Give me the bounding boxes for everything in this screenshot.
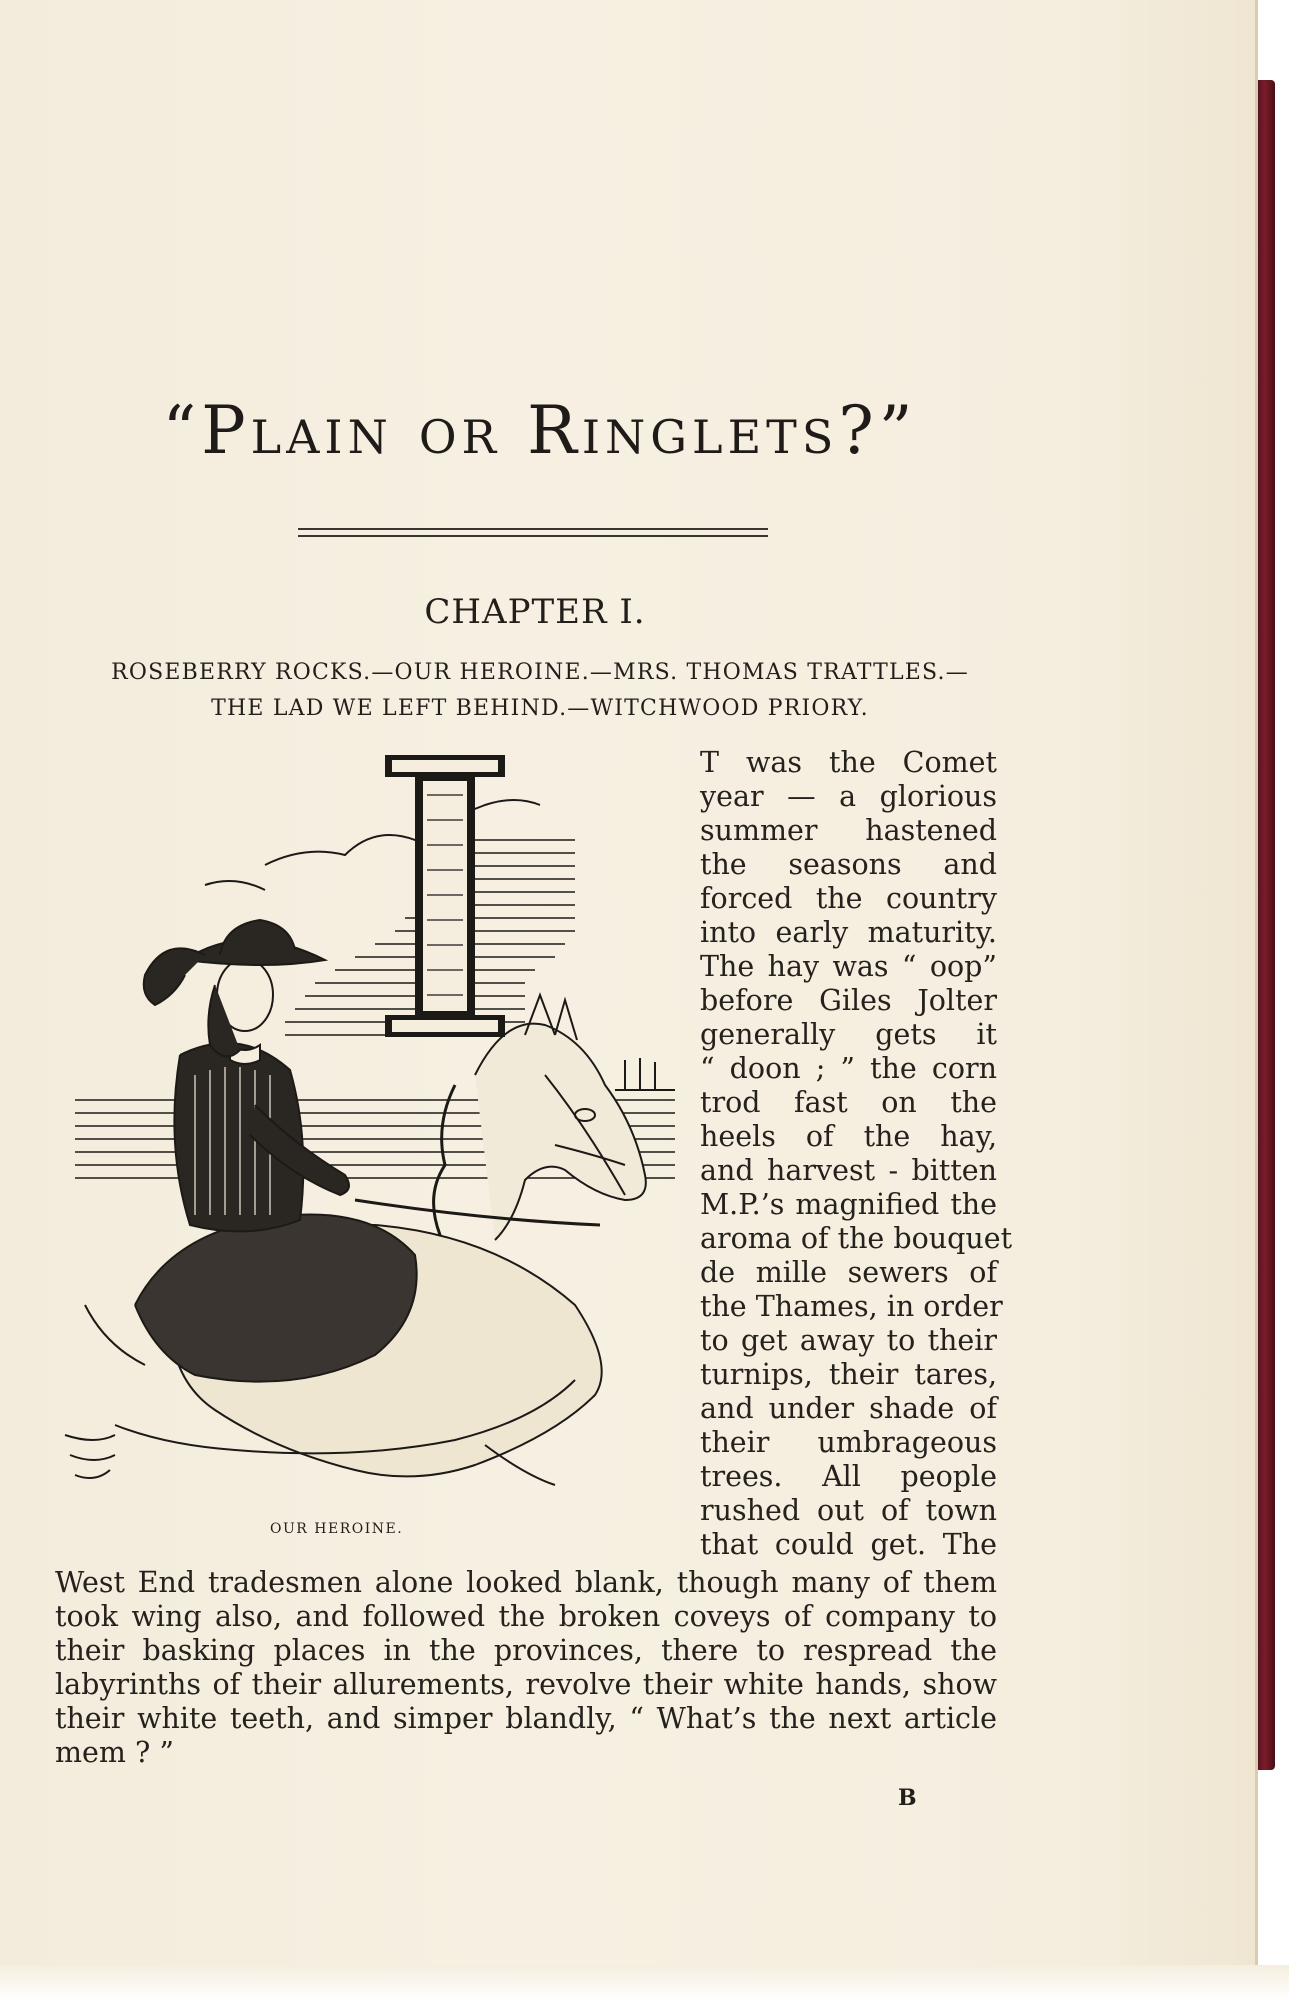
- side-text-line: M.P.’s magnified the: [700, 1188, 997, 1221]
- side-text-line: de mille sewers of: [700, 1256, 997, 1289]
- body-text-line: labyrinths of their allurements, revolve their white hands, show: [55, 1668, 997, 1701]
- side-text-line: generally gets it: [700, 1018, 997, 1051]
- heroine-illustration: [55, 745, 705, 1495]
- side-text-line: The hay was “ oop”: [700, 950, 997, 983]
- body-text-line: their basking places in the provinces, there to respread the: [55, 1634, 997, 1667]
- side-text-line: forced the country: [700, 882, 997, 915]
- side-text-line: and under shade of: [700, 1392, 997, 1425]
- side-text-line: summer hastened: [700, 814, 997, 847]
- side-text-line: heels of the hay,: [700, 1120, 997, 1153]
- side-text-line: and harvest - bitten: [700, 1154, 997, 1187]
- body-text-line: took wing also, and followed the broken coveys of company to: [55, 1600, 997, 1633]
- side-text-line: to get away to their: [700, 1324, 997, 1357]
- illustration-caption: OUR HEROINE.: [270, 1521, 404, 1537]
- title-rule-lower: [298, 535, 768, 537]
- side-text-line: T was the Comet: [700, 746, 997, 779]
- side-text-line: trod fast on the: [700, 1086, 997, 1119]
- side-text-line: before Giles Jolter: [700, 984, 997, 1017]
- side-text-line: that could get. The: [700, 1528, 997, 1561]
- side-text-line: year — a glorious: [700, 780, 997, 813]
- drop-cap-letter: [385, 755, 505, 1037]
- body-text-line: mem ? ”: [55, 1736, 174, 1769]
- title-rule-upper: [298, 528, 768, 530]
- chapter-synopsis-line-1: ROSEBERRY ROCKS.—OUR HEROINE.—MRS. THOMAS TRATTLES.—: [111, 660, 969, 685]
- chapter-synopsis-line-2: THE LAD WE LEFT BEHIND.—WITCHWOOD PRIORY.: [211, 696, 869, 721]
- side-text-line: the Thames, in order: [700, 1290, 1003, 1323]
- book-title: “Plain or Ringlets?”: [162, 392, 918, 469]
- side-text-line: into early maturity.: [700, 916, 997, 949]
- side-text-line: “ doon ; ” the corn: [700, 1052, 997, 1085]
- signature-mark: B: [898, 1785, 917, 1811]
- book-spine-edge: [1258, 80, 1275, 1770]
- side-text-line: trees. All people: [700, 1460, 997, 1493]
- side-text-line: aroma of the bouquet: [700, 1222, 1013, 1255]
- body-text-line: their white teeth, and simper blandly, “ What’s the next article: [55, 1702, 997, 1735]
- body-text-line: West End tradesmen alone looked blank, though many of them: [55, 1566, 997, 1599]
- side-text-line: rushed out of town: [700, 1494, 997, 1527]
- page-bottom-edge: [0, 1965, 1289, 2000]
- side-text-line: the seasons and: [700, 848, 997, 881]
- chapter-heading: CHAPTER I.: [424, 592, 646, 632]
- side-text-line: turnips, their tares,: [700, 1358, 997, 1391]
- side-text-line: their umbrageous: [700, 1426, 997, 1459]
